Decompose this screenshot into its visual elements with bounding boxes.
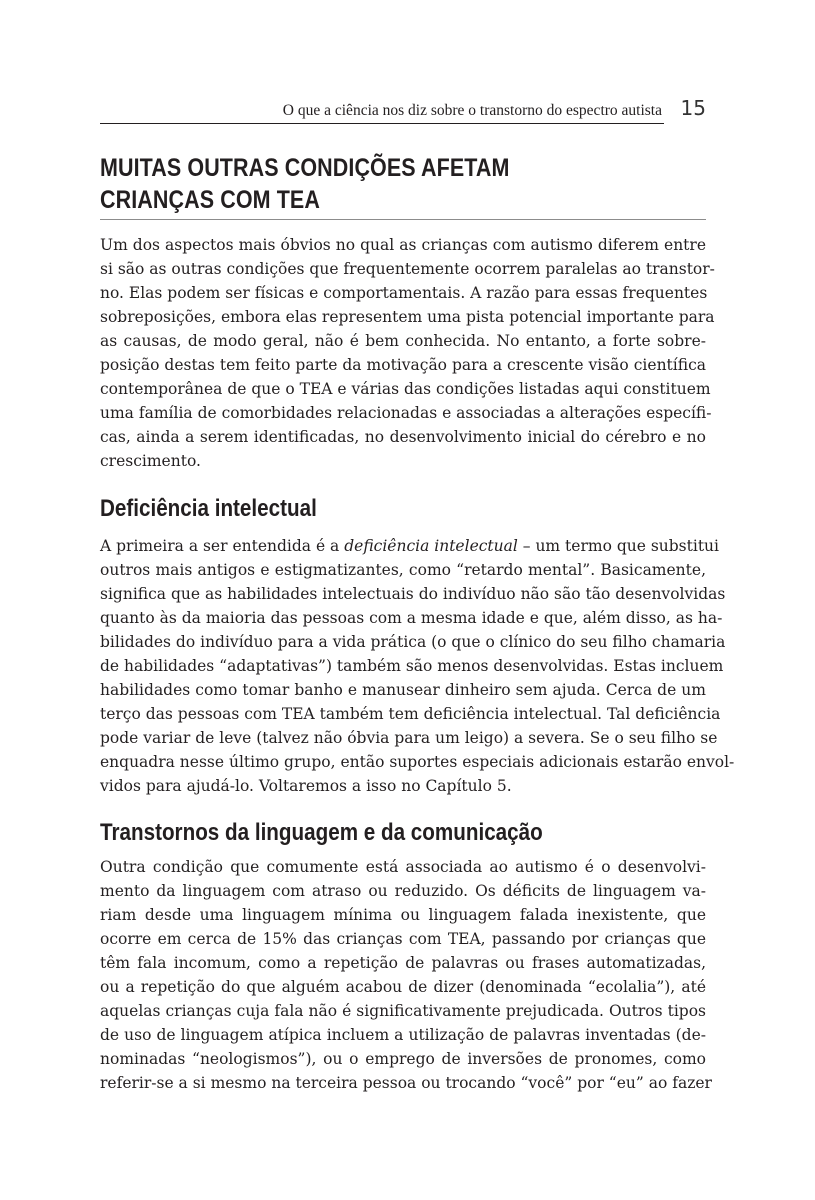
paragraph-line: de uso de linguagem atípica incluem a utilização de palavras inventadas (de- [100,1026,706,1044]
paragraph-line: pode variar de leve (talvez não óbvia para um leigo) a severa. Se o seu filho se [100,729,718,747]
paragraph-line: terço das pessoas com TEA também tem deficiência intelectual. Tal deficiência [100,705,721,723]
language-disorders-paragraph [100,855,712,1095]
paragraph-line: riam desde uma linguagem mínima ou linguagem falada inexistente, que [100,906,706,924]
running-head [100,96,706,124]
heading-language-disorders: Transtornos da linguagem e da comunicação [100,819,543,846]
paragraph-line: bilidades do indivíduo para a vida prática (o que o clínico do seu filho chamaria [100,633,726,651]
paragraph-line: vidos para ajudá-lo. Voltaremos a isso no Capítulo 5. [100,777,512,795]
intro-paragraph [100,233,715,473]
line-text: A primeira a ser entendida é a [100,537,345,555]
paragraph-line: Outra condição que comumente está associada ao autismo é o desenvolvi- [100,858,706,876]
paragraph-line: aquelas crianças cuja fala não é significativamente prejudicada. Outros tipos [100,1002,706,1020]
paragraph-line: ocorre em cerca de 15% das crianças com TEA, passando por crianças que [100,930,706,948]
section-main-title-line: CRIANÇAS COM TEA [100,186,320,214]
paragraph-line: referir-se a si mesmo na terceira pessoa ou trocando “você” por “eu” ao fazer [100,1074,712,1092]
paragraph-line: habilidades como tomar banho e manusear dinheiro sem ajuda. Cerca de um [100,681,706,699]
paragraph-line: as causas, de modo geral, não é bem conhecida. No entanto, a forte sobre- [100,332,706,350]
paragraph-line: nominadas “neologismos”), ou o emprego de inversões de pronomes, como [100,1050,706,1068]
intellectual-disability-paragraph [100,534,735,798]
paragraph-line: ou a repetição do que alguém acabou de dizer (denominada “ecolalia”), até [100,978,706,996]
paragraph-line: significa que as habilidades intelectuais do indivíduo não são tão desenvolvidas [100,585,726,603]
line-text: – um termo que substitui [517,537,719,555]
paragraph-line: quanto às da maioria das pessoas com a mesma idade e que, além disso, as ha- [100,609,723,627]
heading-intellectual-disability: Deficiência intelectual [100,495,317,522]
paragraph-line: enquadra nesse último grupo, então suportes especiais adicionais estarão envol- [100,753,735,771]
paragraph-line: no. Elas podem ser físicas e comportamentais. A razão para essas frequentes [100,284,708,302]
paragraph-line: outros mais antigos e estigmatizantes, como “retardo mental”. Basicamente, [100,561,706,579]
paragraph-line: cas, ainda a serem identificadas, no desenvolvimento inicial do cérebro e no [100,428,706,446]
paragraph-line [100,534,719,558]
paragraph-line: contemporânea de que o TEA e várias das condições listadas aqui constituem [100,380,711,398]
section-main-title [100,152,621,216]
running-head-title: O que a ciência nos diz sobre o transtorno do espectro autista [282,102,662,119]
paragraph-line: crescimento. [100,452,201,470]
paragraph-line: Um dos aspectos mais óbvios no qual as crianças com autismo diferem entre [100,236,706,254]
page-number: 15 [680,96,706,120]
title-divider [100,219,706,220]
paragraph-line: uma família de comorbidades relacionadas e associadas a alterações específi- [100,404,712,422]
emphasis-term: deficiência intelectual [344,537,518,555]
paragraph-line: de habilidades “adaptativas”) também são menos desenvolvidas. Estas incluem [100,657,724,675]
paragraph-line: sobreposições, embora elas representem uma pista potencial importante para [100,308,715,326]
paragraph-line: mento da linguagem com atraso ou reduzido. Os déficits de linguagem va- [100,882,706,900]
section-main-title-line: MUITAS OUTRAS CONDIÇÕES AFETAM [100,154,510,182]
paragraph-line: têm fala incomum, como a repetição de palavras ou frases automatizadas, [100,954,706,972]
paragraph-line: si são as outras condições que frequentemente ocorrem paralelas ao transtor- [100,260,715,278]
paragraph-line: posição destas tem feito parte da motivação para a crescente visão científica [100,356,706,374]
running-head-rule [100,123,664,124]
